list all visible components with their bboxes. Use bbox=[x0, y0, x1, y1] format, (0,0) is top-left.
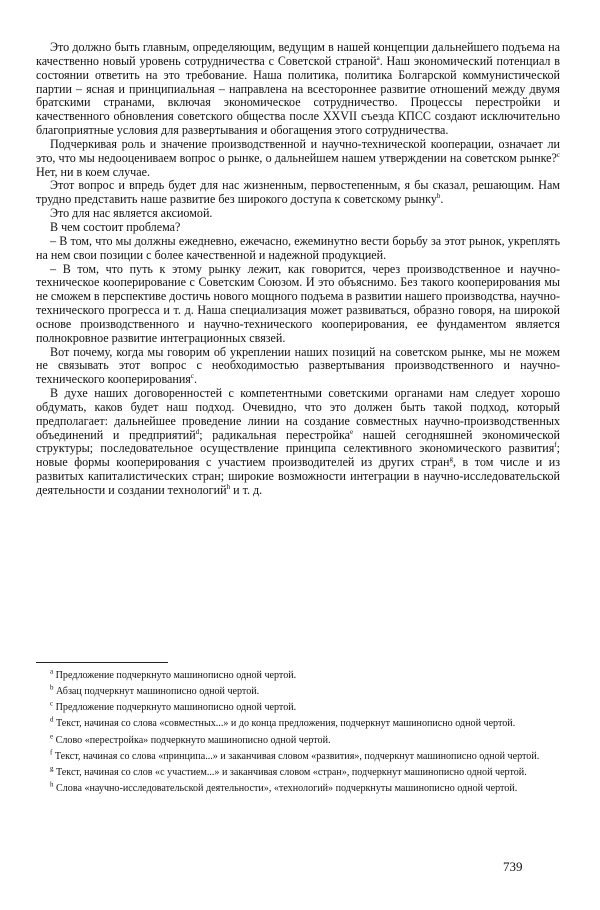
footnote-mark: f bbox=[50, 748, 53, 757]
footnote-mark: e bbox=[50, 732, 54, 741]
footnote-ref[interactable]: f bbox=[554, 441, 557, 450]
footnote: $^f$ Текст, начиная со слова «принципа...» и заканчивая словом «развития», подчеркнут машинописно одной чертой. bbox=[50, 748, 540, 762]
footnote: $^c$ Предложение подчеркнуто машинописно одной чертой. bbox=[50, 699, 297, 714]
footnote: $^g$ Текст, начиная со слов «с участием...» и заканчивая словом «стран», подчеркнут машинописно одной чертой. bbox=[50, 764, 527, 778]
footnote-mark: a bbox=[50, 667, 54, 676]
footnote-ref[interactable]: h bbox=[226, 482, 231, 491]
footnote: $^e$ Слово «перестройка» подчеркнуто машинописно одной чертой. bbox=[50, 732, 331, 746]
footnote: $^d$ Текст, начиная со слова «совместных...» и до конца предложения, подчеркнут машинописно одной чертой. bbox=[50, 716, 516, 730]
footnote-mark: g bbox=[50, 764, 54, 773]
paragraph-1: Это должно быть главным, определяющим, ведущим в нашей концепции дальнейшего подъема на качественно новый уровень сотрудничества с Советской страной$^a$. Наш экономический потенциал в состоянии ответить на это требование. Наша политика, политика Болгарской коммунистической партии – ясная и принципиальная – направлена на всестороннее развитие отношений между двумя братскими странами, включая экономическое сотрудничество. Процессы перестройки и качественного обновления советского общества после XXVII съезда КПСС создают исключительно благоприятные условия для развертывания и обогащения этого сотрудничества. bbox=[36, 40, 561, 138]
footnote-mark: c bbox=[50, 699, 54, 708]
footnote-ref[interactable]: d bbox=[195, 427, 200, 436]
paragraph-9: В духе наших договоренностей с компетентными советскими органами нам следует хорошо обдумать, каков будет наш подход. Очевидно, что это должен быть такой подход, который предполагает: дальнейшее проведение линии на создание совместных научно-производственных объединений и предприятий$^d$; радикальная перестройка$^e$ нашей сегодняшней экономической структуры; последовательное осуществление принципа селективного экономического развития$^f$; новые формы кооперирования с участием производителей из других стран$^g$, в том числе и из развитых капиталистических стран; широкие возможности интеграции в научно-исследовательской деятельности и создании технологий$^h$ и т. д. bbox=[36, 386, 560, 497]
paragraph-8: Вот почему, когда мы говорим об укреплении наших позиций на советском рынке, мы не можем не связывать этот вопрос с необходимостью развертывания производственного и научно-технического кооперирования$^c$. bbox=[36, 344, 560, 387]
footnote-ref[interactable]: a bbox=[376, 53, 380, 62]
footnote-separator bbox=[36, 662, 168, 663]
paragraph-7: – В том, что путь к этому рынку лежит, как говорится, через производственное и научно-техническое кооперирование с Советским Союзом. И это объяснимо. Без такого кооперирования мы не сможем в перспективе достичь нового мощного подъема в развитии нашего производства, научно-технического прогресса и т. д. Наша специализация может развиваться, образно говоря, на широкой основе производственного и научно-технического кооперирования, ее фундаментом является полнокровное развитие интеграционных связей. bbox=[36, 261, 560, 345]
main-text bbox=[36, 41, 560, 498]
footnote-mark: h bbox=[50, 780, 54, 789]
footnote-ref[interactable]: c bbox=[556, 150, 560, 159]
paragraph-3: Этот вопрос и впредь будет для нас жизненным, первостепенным, я бы сказал, решающим. Нам трудно представить наше развитие без широкого доступа к советскому рынку$^b$. bbox=[36, 178, 560, 207]
footnote-ref[interactable]: c bbox=[190, 372, 194, 381]
footnotes bbox=[36, 667, 560, 799]
paragraph-4: Это для нас является аксиомой. bbox=[50, 206, 213, 221]
footnote-ref[interactable]: b bbox=[436, 192, 441, 201]
footnote: $^h$ Слова «научно-исследовательской деятельности», «технологий» подчеркнуты машинописно одной чертой. bbox=[50, 780, 518, 795]
footnote-ref[interactable]: e bbox=[350, 427, 354, 436]
footnote: $^b$ Абзац подчеркнут машинописно одной чертой. bbox=[50, 683, 260, 698]
footnote-ref[interactable]: g bbox=[449, 455, 453, 464]
paragraph-6: – В том, что мы должны ежедневно, ежечасно, ежеминутно вести борьбу за этот рынок, укреплять на нем свои позиции с более качественной и надежной продукцией. bbox=[36, 233, 560, 262]
page-number: 739 bbox=[503, 859, 523, 874]
paragraph-2: Подчеркивая роль и значение производственной и научно-технической кооперации, означает ли это, что мы недооцениваем вопрос о рынке, о дальнейшем нашем утверждении на советском рынке?$^c$ Нет, ни в коем случае. bbox=[36, 136, 560, 179]
paragraph-5: В чем состоит проблема? bbox=[50, 219, 181, 234]
footnote-mark: b bbox=[50, 683, 54, 692]
footnote-mark: d bbox=[50, 716, 54, 725]
footnote: $^a$ Предложение подчеркнуто машинописно одной чертой. bbox=[50, 667, 297, 681]
